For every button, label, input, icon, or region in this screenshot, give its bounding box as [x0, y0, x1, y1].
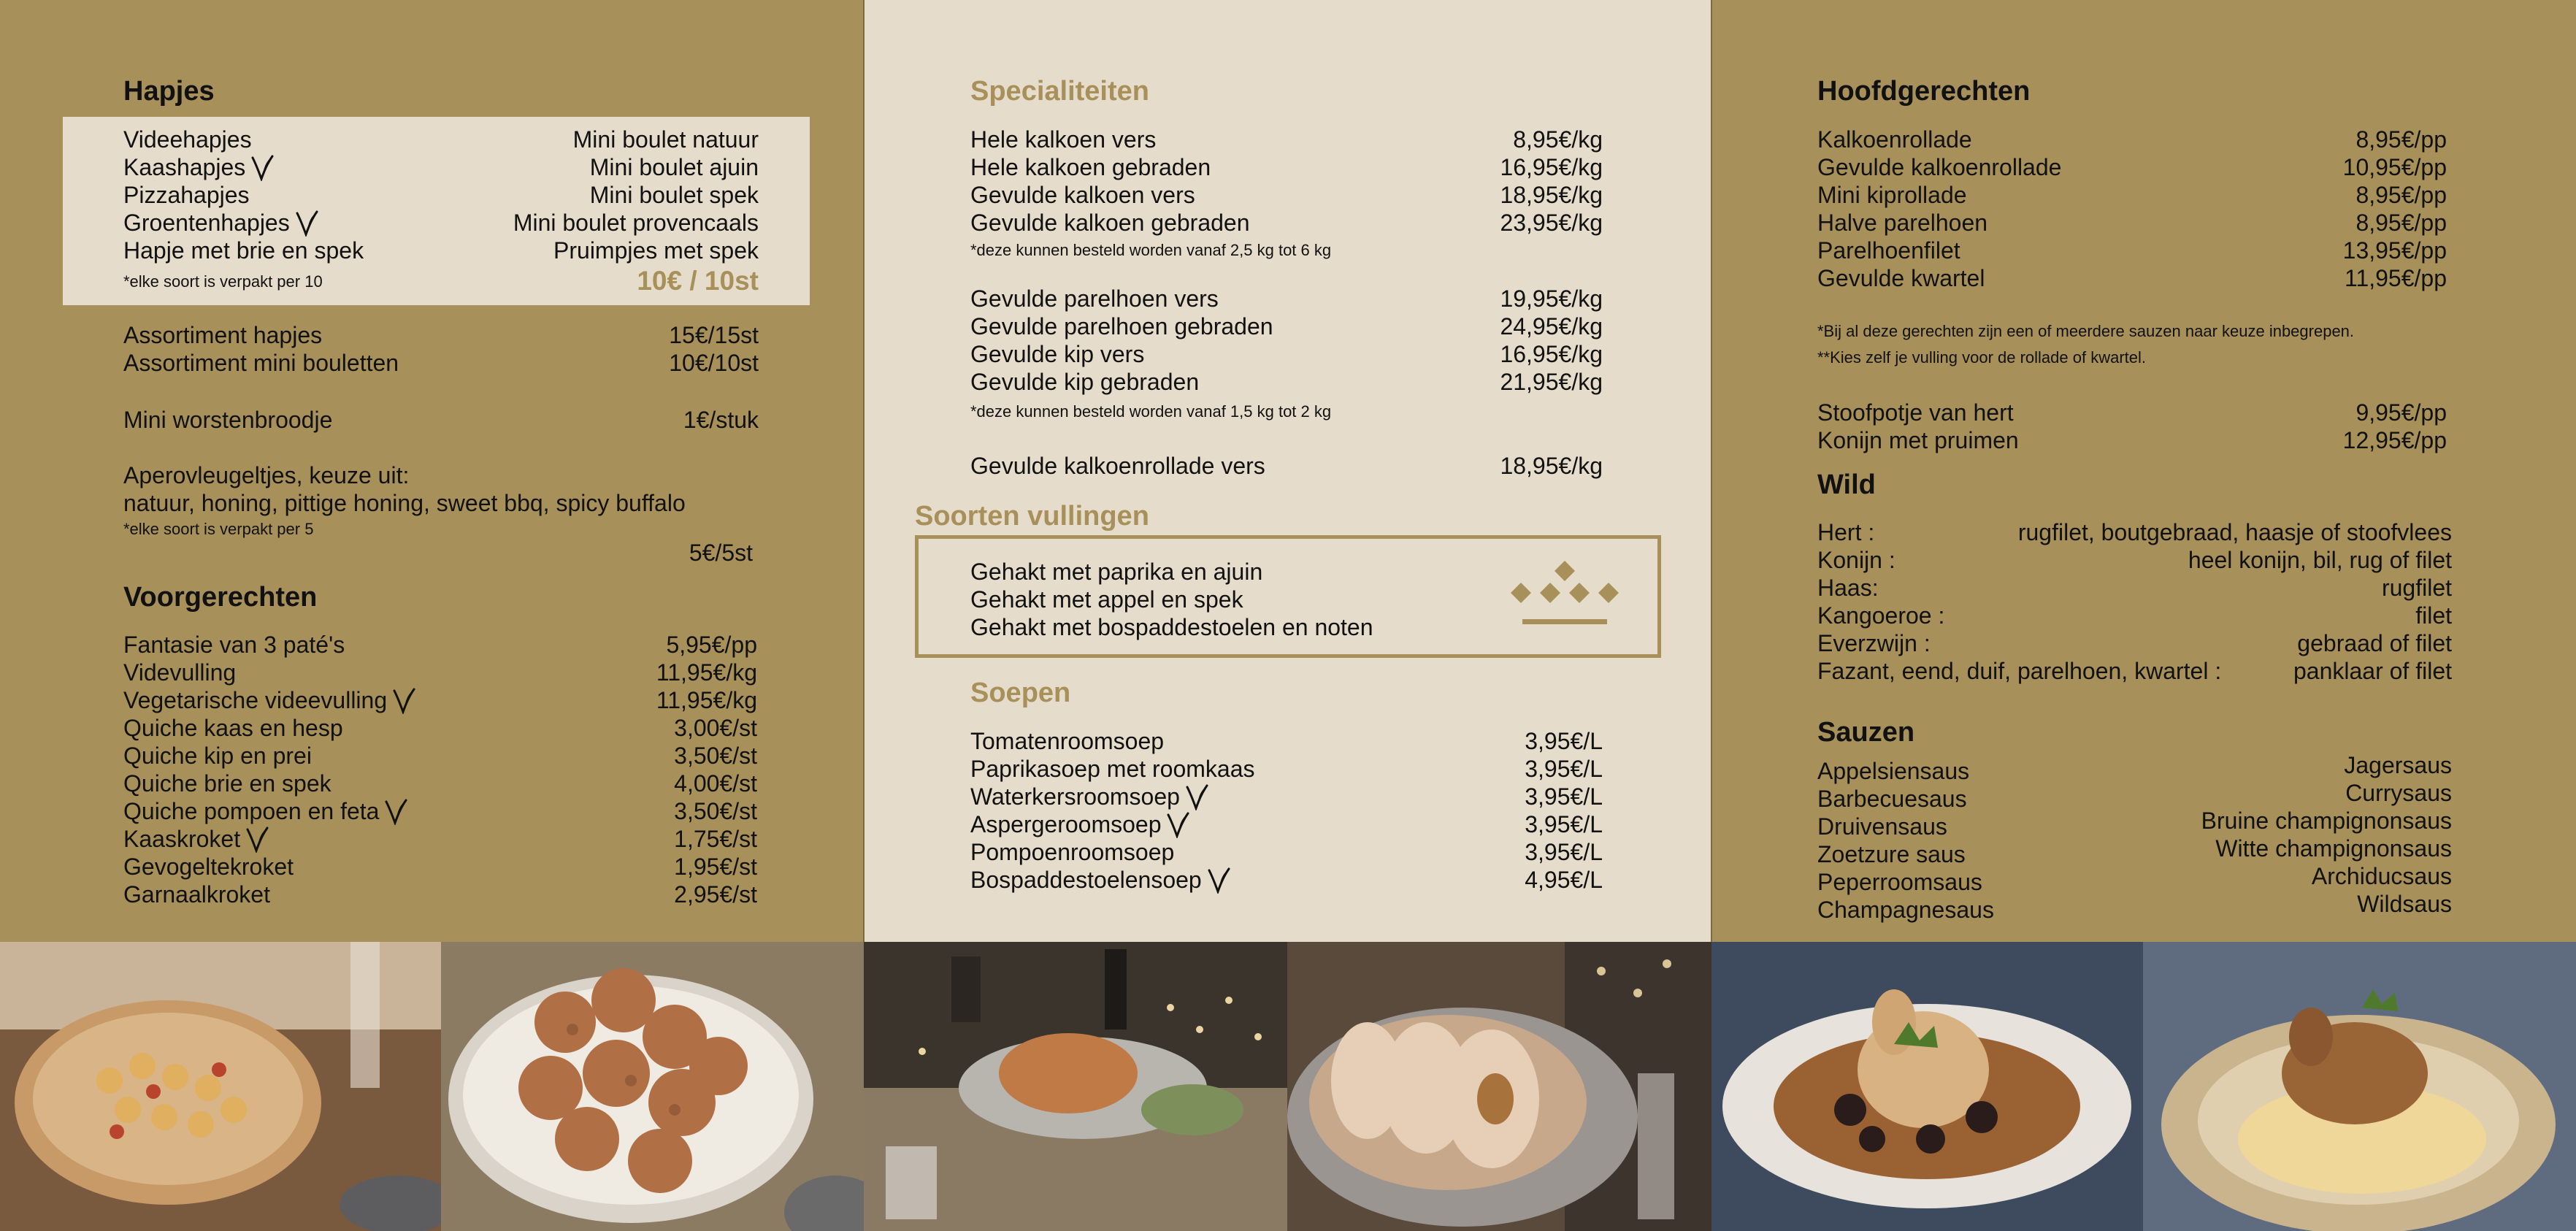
item-price: 8,95€/pp: [2355, 210, 2447, 236]
wild-name: Kangoeroe :: [1817, 602, 1945, 629]
saus-left: Appelsiensaus: [1817, 758, 1970, 784]
item-name: Parelhoenfilet: [1817, 237, 1960, 264]
item-price: 12,95€/pp: [2342, 427, 2447, 453]
item-price: 4,95€/L: [1525, 867, 1603, 893]
item-name: Mini worstenbroodje: [123, 407, 333, 433]
wild-title: Wild: [1817, 469, 1876, 500]
saus-left: Champagnesaus: [1817, 897, 1994, 923]
item-name: Gevulde kalkoenrollade vers: [970, 453, 1265, 479]
saus-right: Bruine champignonsaus: [2201, 808, 2452, 834]
photo-festive-table: [864, 942, 1287, 1231]
item-name: Aspergeroomsoep: [970, 811, 1162, 837]
item-price: 1,95€/st: [674, 854, 757, 880]
item-name: Quiche kip en prei: [123, 743, 312, 769]
wild-name: Hert :: [1817, 519, 1875, 545]
hapjes-box-note: *elke soort is verpakt per 10: [123, 272, 323, 291]
saus-left: Peperroomsaus: [1817, 869, 1982, 895]
specialiteiten-note: *deze kunnen besteld worden vanaf 2,5 kg tot 6 kg: [970, 241, 1332, 259]
vegetarian-icon: [383, 799, 408, 825]
item-name: Quiche brie en spek: [123, 770, 331, 797]
photo-meatballs: [441, 942, 864, 1231]
list-item: [970, 368, 1603, 396]
item-price: 21,95€/kg: [1500, 369, 1603, 395]
wild-name: Haas:: [1817, 575, 1879, 601]
vulling-item: Gehakt met paprika en ajuin: [970, 559, 1263, 585]
vegetarian-icon: [245, 827, 269, 853]
item-name: Quiche kaas en hesp: [123, 715, 343, 741]
item-name: Stoofpotje van hert: [1817, 399, 2014, 426]
item-price: 18,95€/kg: [1500, 453, 1603, 479]
list-item: [123, 853, 757, 881]
list-item: [970, 727, 1603, 755]
item-name: Gevulde parelhoen vers: [970, 285, 1219, 312]
item-price: 19,95€/kg: [1500, 285, 1603, 312]
list-item: [1817, 426, 2447, 454]
item-price: 10,95€/pp: [2342, 154, 2447, 180]
item-name: Assortiment mini bouletten: [123, 350, 399, 376]
hapje-name: Kaashapjes: [123, 154, 246, 180]
list-item: [123, 659, 757, 686]
apero-note: *elke soort is verpakt per 5: [123, 520, 314, 538]
item-name: Pompoenroomsoep: [970, 839, 1175, 865]
item-name: Gevulde kip gebraden: [970, 369, 1200, 395]
item-name: Assortiment hapjes: [123, 322, 323, 348]
item-name: Fantasie van 3 paté's: [123, 632, 345, 658]
item-price: 2,95€/st: [674, 881, 757, 908]
list-item: [123, 406, 759, 434]
item-name: Gevulde kalkoenrollade: [1817, 154, 2062, 180]
boulet-name: Mini boulet provencaals: [513, 210, 759, 236]
boulet-name: Mini boulet spek: [589, 182, 759, 208]
saus-right: Jagersaus: [2344, 752, 2452, 778]
item-price: 3,95€/L: [1525, 811, 1603, 837]
item-name: Videvulling: [123, 659, 237, 686]
vegetarian-icon: [391, 688, 416, 714]
item-name: Tomatenroomsoep: [970, 728, 1165, 754]
wild-name: Everzwijn :: [1817, 630, 1931, 656]
wild-name: Fazant, eend, duif, parelhoen, kwartel :: [1817, 658, 2222, 684]
item-price: 10€/10st: [669, 350, 759, 376]
item-price: 8,95€/pp: [2355, 182, 2447, 208]
list-item: [123, 797, 757, 825]
boulet-name: Pruimpjes met spek: [553, 237, 759, 264]
apero-title: Aperovleugeltjes, keuze uit:: [123, 462, 410, 488]
boulet-name: Mini boulet ajuin: [589, 154, 759, 180]
list-item: [1817, 209, 2447, 237]
photo-quail-bowl: [2143, 942, 2576, 1231]
vegetarian-icon: [1206, 867, 1231, 894]
wild-detail: heel konijn, bil, rug of filet: [2188, 547, 2452, 573]
wild-detail: filet: [2415, 602, 2452, 629]
list-item: [970, 126, 1603, 153]
photo-strip: [0, 942, 2576, 1231]
vegetarian-icon: [294, 210, 319, 237]
list-item: [123, 881, 757, 908]
list-item: [1817, 153, 2447, 181]
item-name: Kaaskroket: [123, 826, 241, 852]
crown-ornament-icon: [1506, 559, 1623, 629]
saus-right: Archiducsaus: [2311, 863, 2452, 889]
hoofdgerechten-note: **Kies zelf je vulling voor de rollade of kwartel.: [1817, 348, 2147, 367]
list-item: [1817, 181, 2447, 209]
list-item: [123, 181, 759, 209]
item-name: Bospaddestoelensoep: [970, 867, 1202, 893]
item-price: 3,95€/L: [1525, 839, 1603, 865]
list-item: [123, 825, 757, 853]
item-name: Gevogeltekroket: [123, 854, 294, 880]
specialiteiten-note: *deze kunnen besteld worden vanaf 1,5 kg tot 2 kg: [970, 402, 1332, 421]
hapje-name: Hapje met brie en spek: [123, 237, 364, 264]
voorgerechten-title: Voorgerechten: [123, 582, 318, 613]
list-item: [123, 742, 757, 770]
item-price: 8,95€/pp: [2355, 126, 2447, 153]
vulling-item: Gehakt met appel en spek: [970, 586, 1243, 613]
hapje-name: Groentenhapjes: [123, 210, 290, 236]
list-item: [123, 714, 757, 742]
item-price: 3,50€/st: [674, 743, 757, 769]
panel-divider: [1711, 0, 1712, 942]
vulling-item: Gehakt met bospaddestoelen en noten: [970, 614, 1373, 640]
vullingen-title: Soorten vullingen: [915, 501, 1149, 532]
list-item: [970, 181, 1603, 209]
saus-right: Witte champignonsaus: [2215, 835, 2452, 862]
list-item: [970, 153, 1603, 181]
list-item: [970, 209, 1603, 237]
list-item: [1817, 629, 2452, 657]
item-price: 3,95€/L: [1525, 728, 1603, 754]
photo-sliced-roast: [1287, 942, 1711, 1231]
list-item: [970, 783, 1603, 810]
list-item: [1817, 657, 2452, 685]
item-price: 3,50€/st: [674, 798, 757, 824]
list-item: [123, 321, 759, 349]
item-price: 3,00€/st: [674, 715, 757, 741]
item-price: 1€/stuk: [683, 407, 759, 433]
item-name: Gevulde kalkoen vers: [970, 182, 1195, 208]
item-name: Vegetarische videevulling: [123, 687, 388, 713]
list-item: [123, 237, 759, 264]
list-item: [123, 126, 759, 153]
item-price: 5€/5st: [689, 540, 753, 566]
item-name: Gevulde kip vers: [970, 341, 1145, 367]
hapje-name: Videehapjes: [123, 126, 252, 153]
list-item: [123, 153, 759, 181]
item-price: 5,95€/pp: [666, 632, 757, 658]
item-price: 16,95€/kg: [1500, 154, 1603, 180]
item-price: 15€/15st: [669, 322, 759, 348]
hapje-name: Pizzahapjes: [123, 182, 250, 208]
wild-detail: rugfilet, boutgebraad, haasje of stoofvlees: [2017, 519, 2452, 545]
item-price: 3,95€/L: [1525, 756, 1603, 782]
wild-detail: rugfilet: [2381, 575, 2452, 601]
item-name: Gevulde parelhoen gebraden: [970, 313, 1273, 340]
item-price: 18,95€/kg: [1500, 182, 1603, 208]
hoofdgerechten-note: *Bij al deze gerechten zijn een of meerdere sauzen naar keuze inbegrepen.: [1817, 322, 2355, 340]
list-item: [1817, 399, 2447, 426]
panel-divider: [863, 0, 865, 942]
item-name: Gevulde kwartel: [1817, 265, 1985, 291]
saus-left: Druivensaus: [1817, 813, 1947, 840]
list-item: [970, 340, 1603, 368]
list-item: [1817, 126, 2447, 153]
wild-detail: panklaar of filet: [2293, 658, 2452, 684]
vegetarian-icon: [1165, 812, 1190, 838]
item-name: Hele kalkoen gebraden: [970, 154, 1211, 180]
item-name: Waterkersroomsoep: [970, 783, 1180, 810]
item-name: Gevulde kalkoen gebraden: [970, 210, 1250, 236]
soepen-title: Soepen: [970, 678, 1071, 708]
item-name: Mini kiprollade: [1817, 182, 1967, 208]
item-price: 8,95€/kg: [1513, 126, 1603, 153]
item-price: 11,95€/kg: [656, 659, 757, 686]
item-price: 3,95€/L: [1525, 783, 1603, 810]
vegetarian-icon: [250, 155, 275, 181]
list-item: [970, 810, 1603, 838]
item-price: 4,00€/st: [674, 770, 757, 797]
list-item: [970, 285, 1603, 312]
item-name: Konijn met pruimen: [1817, 427, 2019, 453]
list-item: [1817, 602, 2452, 629]
list-item: [1817, 574, 2452, 602]
item-price: 23,95€/kg: [1500, 210, 1603, 236]
specialiteiten-title: Specialiteiten: [970, 76, 1149, 107]
item-name: Hele kalkoen vers: [970, 126, 1157, 153]
list-item: [1817, 518, 2452, 546]
vegetarian-icon: [1184, 784, 1209, 810]
saus-right: Currysaus: [2345, 780, 2452, 806]
hapjes-title: Hapjes: [123, 76, 215, 107]
saus-right: Wildsaus: [2357, 891, 2452, 917]
list-item: [970, 866, 1603, 894]
item-price: 24,95€/kg: [1500, 313, 1603, 340]
list-item: [1817, 237, 2447, 264]
item-name: Halve parelhoen: [1817, 210, 1988, 236]
list-item: [123, 209, 759, 237]
list-item: [970, 452, 1603, 480]
item-price: 11,95€/pp: [2345, 265, 2447, 291]
item-price: 11,95€/kg: [656, 687, 757, 713]
sauzen-title: Sauzen: [1817, 717, 1915, 748]
saus-left: Zoetzure saus: [1817, 841, 1966, 867]
list-item: [1817, 546, 2452, 574]
photo-appetizers: [0, 942, 441, 1231]
item-name: Quiche pompoen en feta: [123, 798, 380, 824]
apero-options: natuur, honing, pittige honing, sweet bbq, spicy buffalo: [123, 490, 686, 516]
list-item: [123, 631, 757, 659]
boulet-name: Mini boulet natuur: [572, 126, 759, 153]
item-price: 1,75€/st: [674, 826, 757, 852]
item-name: Kalkoenrollade: [1817, 126, 1972, 153]
item-price: 13,95€/pp: [2342, 237, 2447, 264]
wild-name: Konijn :: [1817, 547, 1895, 573]
saus-left: Barbecuesaus: [1817, 786, 1967, 812]
item-name: Paprikasoep met roomkaas: [970, 756, 1255, 782]
list-item: [970, 838, 1603, 866]
list-item: [123, 770, 757, 797]
list-item: [970, 312, 1603, 340]
hoofdgerechten-title: Hoofdgerechten: [1817, 76, 2031, 107]
apero-price-row: [123, 539, 753, 567]
item-price: 9,95€/pp: [2355, 399, 2447, 426]
item-price: 16,95€/kg: [1500, 341, 1603, 367]
list-item: [1817, 264, 2447, 292]
list-item: [970, 755, 1603, 783]
list-item: [123, 686, 757, 714]
photo-quail-sauce: [1711, 942, 2143, 1231]
hapjes-box-price: 10€ / 10st: [637, 266, 759, 296]
item-name: Garnaalkroket: [123, 881, 270, 908]
list-item: [123, 349, 759, 377]
wild-detail: gebraad of filet: [2297, 630, 2452, 656]
